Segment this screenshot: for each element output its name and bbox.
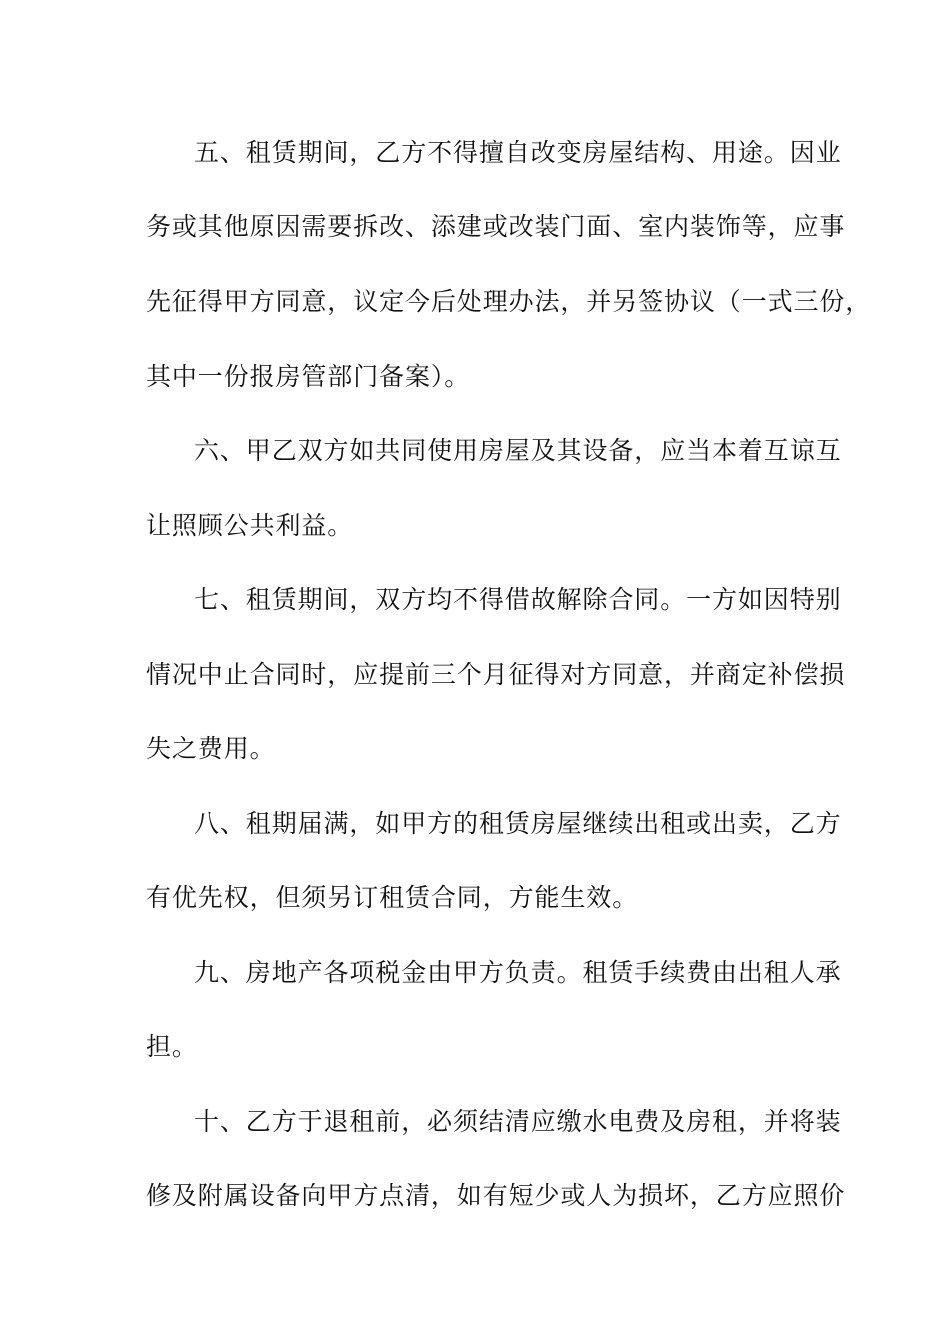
paragraph-7-line-3: 失之费用。 xyxy=(146,734,276,763)
paragraph-5-line-1: 五、租赁期间，乙方不得擅自改变房屋结构、用途。因业 xyxy=(194,138,842,167)
paragraph-9-line-2: 担。 xyxy=(146,1032,198,1061)
paragraph-6-line-1: 六、甲乙双方如共同使用房屋及其设备，应当本着互谅互 xyxy=(194,436,842,465)
paragraph-9-line-1: 九、房地产各项税金由甲方负责。租赁手续费由出租人承 xyxy=(194,958,842,987)
paragraph-5-line-4: 其中一份报房管部门备案）。 xyxy=(146,362,471,391)
paragraph-6-line-2: 让照顾公共利益。 xyxy=(146,511,354,540)
paragraph-10-line-1: 十、乙方于退租前，必须结清应缴水电费及房租，并将装 xyxy=(194,1107,842,1136)
paragraph-5-line-2: 务或其他原因需要拆改、添建或改装门面、室内装饰等，应事 xyxy=(146,212,846,241)
paragraph-8-line-1: 八、租期届满，如甲方的租赁房屋继续出租或出卖，乙方 xyxy=(194,809,842,838)
paragraph-7-line-1: 七、租赁期间，双方均不得借故解除合同。一方如因特别 xyxy=(194,585,842,614)
paragraph-10-line-2: 修及附属设备向甲方点清，如有短少或人为损坏，乙方应照价 xyxy=(146,1181,846,1210)
paragraph-8-line-2: 有优先权，但须另订租赁合同，方能生效。 xyxy=(146,883,639,912)
paragraph-5-line-3: 先征得甲方同意，议定今后处理办法，并另签协议（一式三份， xyxy=(146,287,872,316)
paragraph-7-line-2: 情况中止合同时，应提前三个月征得对方同意，并商定补偿损 xyxy=(146,660,846,689)
